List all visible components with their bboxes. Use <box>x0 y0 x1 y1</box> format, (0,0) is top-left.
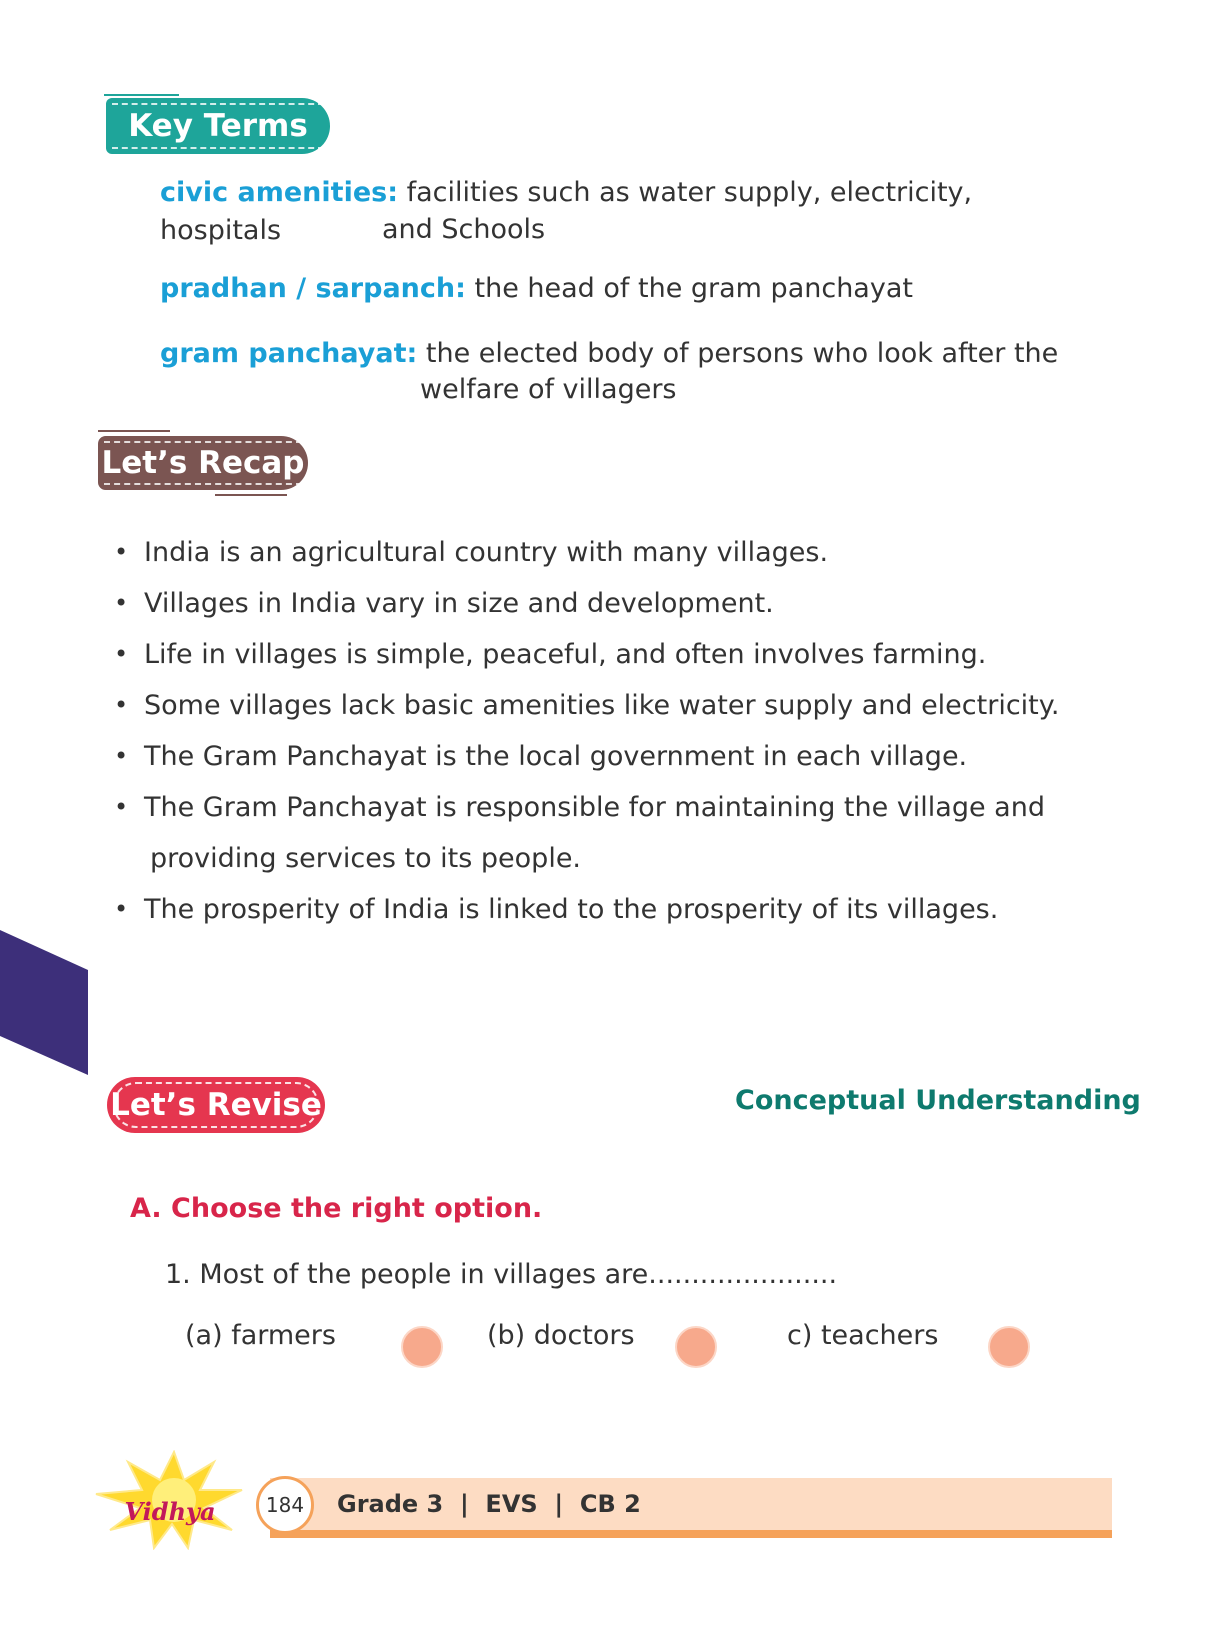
recap-bullet: • Some villages lack basic amenities like water supply and electricity. <box>112 680 1112 731</box>
recap-deco-line-bottom <box>215 494 287 496</box>
option-b: (b) doctors <box>487 1320 635 1351</box>
key-term-word: civic amenities: <box>160 177 399 208</box>
key-term-civic-amenities <box>160 174 1080 250</box>
revise-heading <box>107 1077 325 1133</box>
key-term-civic-amenities-continued: and Schools <box>382 214 546 245</box>
key-term-gram-panchayat <box>160 335 1080 373</box>
recap-deco-line <box>98 430 170 432</box>
option-c: c) teachers <box>787 1320 939 1351</box>
revise-heading-label: Let’s Revise <box>110 1087 322 1123</box>
key-term-word: gram panchayat: <box>160 338 418 369</box>
key-term-definition: the elected body of persons who look after the <box>417 338 1059 369</box>
vidhya-logo <box>92 1450 257 1550</box>
recap-heading-label: Let’s Recap <box>101 445 305 481</box>
recap-bullet-continued: providing services to its people. <box>150 843 582 874</box>
side-tab-marker <box>0 930 90 1080</box>
conceptual-understanding-label: Conceptual Understanding <box>735 1085 1141 1116</box>
page-number: 184 <box>256 1476 314 1534</box>
key-term-gram-panchayat-continued: welfare of villagers <box>420 374 677 405</box>
key-term-definition: facilities such as water supply, electricity, hospitals <box>160 177 973 246</box>
svg-text:Vidhya: Vidhya <box>124 1497 216 1526</box>
option-a: (a) farmers <box>185 1320 336 1351</box>
section-a-heading: A. Choose the right option. <box>130 1193 543 1224</box>
recap-bullet: • The Gram Panchayat is responsible for maintaining the village and <box>112 782 1112 833</box>
footer-course-info: Grade 3 | EVS | CB 2 <box>337 1490 641 1518</box>
key-terms-heading <box>106 98 330 154</box>
recap-heading <box>98 436 308 490</box>
key-term-definition: the head of the gram panchayat <box>465 273 913 304</box>
option-c-bubble[interactable] <box>988 1326 1030 1368</box>
key-terms-heading-label: Key Terms <box>128 108 308 144</box>
recap-bullet: • India is an agricultural country with many villages. <box>112 527 1112 578</box>
question-1: 1. Most of the people in villages are...................... <box>165 1259 838 1290</box>
option-b-bubble[interactable] <box>675 1326 717 1368</box>
recap-bullet: • The prosperity of India is linked to the prosperity of its villages. <box>112 884 1112 935</box>
option-a-bubble[interactable] <box>401 1326 443 1368</box>
key-term-word: pradhan / sarpanch: <box>160 273 466 304</box>
key-term-pradhan <box>160 270 1080 308</box>
recap-list <box>112 527 1112 935</box>
key-terms-deco-line <box>104 94 179 96</box>
recap-bullet: • Life in villages is simple, peaceful, and often involves farming. <box>112 629 1112 680</box>
recap-bullet: • The Gram Panchayat is the local government in each village. <box>112 731 1112 782</box>
recap-bullet: • Villages in India vary in size and development. <box>112 578 1112 629</box>
